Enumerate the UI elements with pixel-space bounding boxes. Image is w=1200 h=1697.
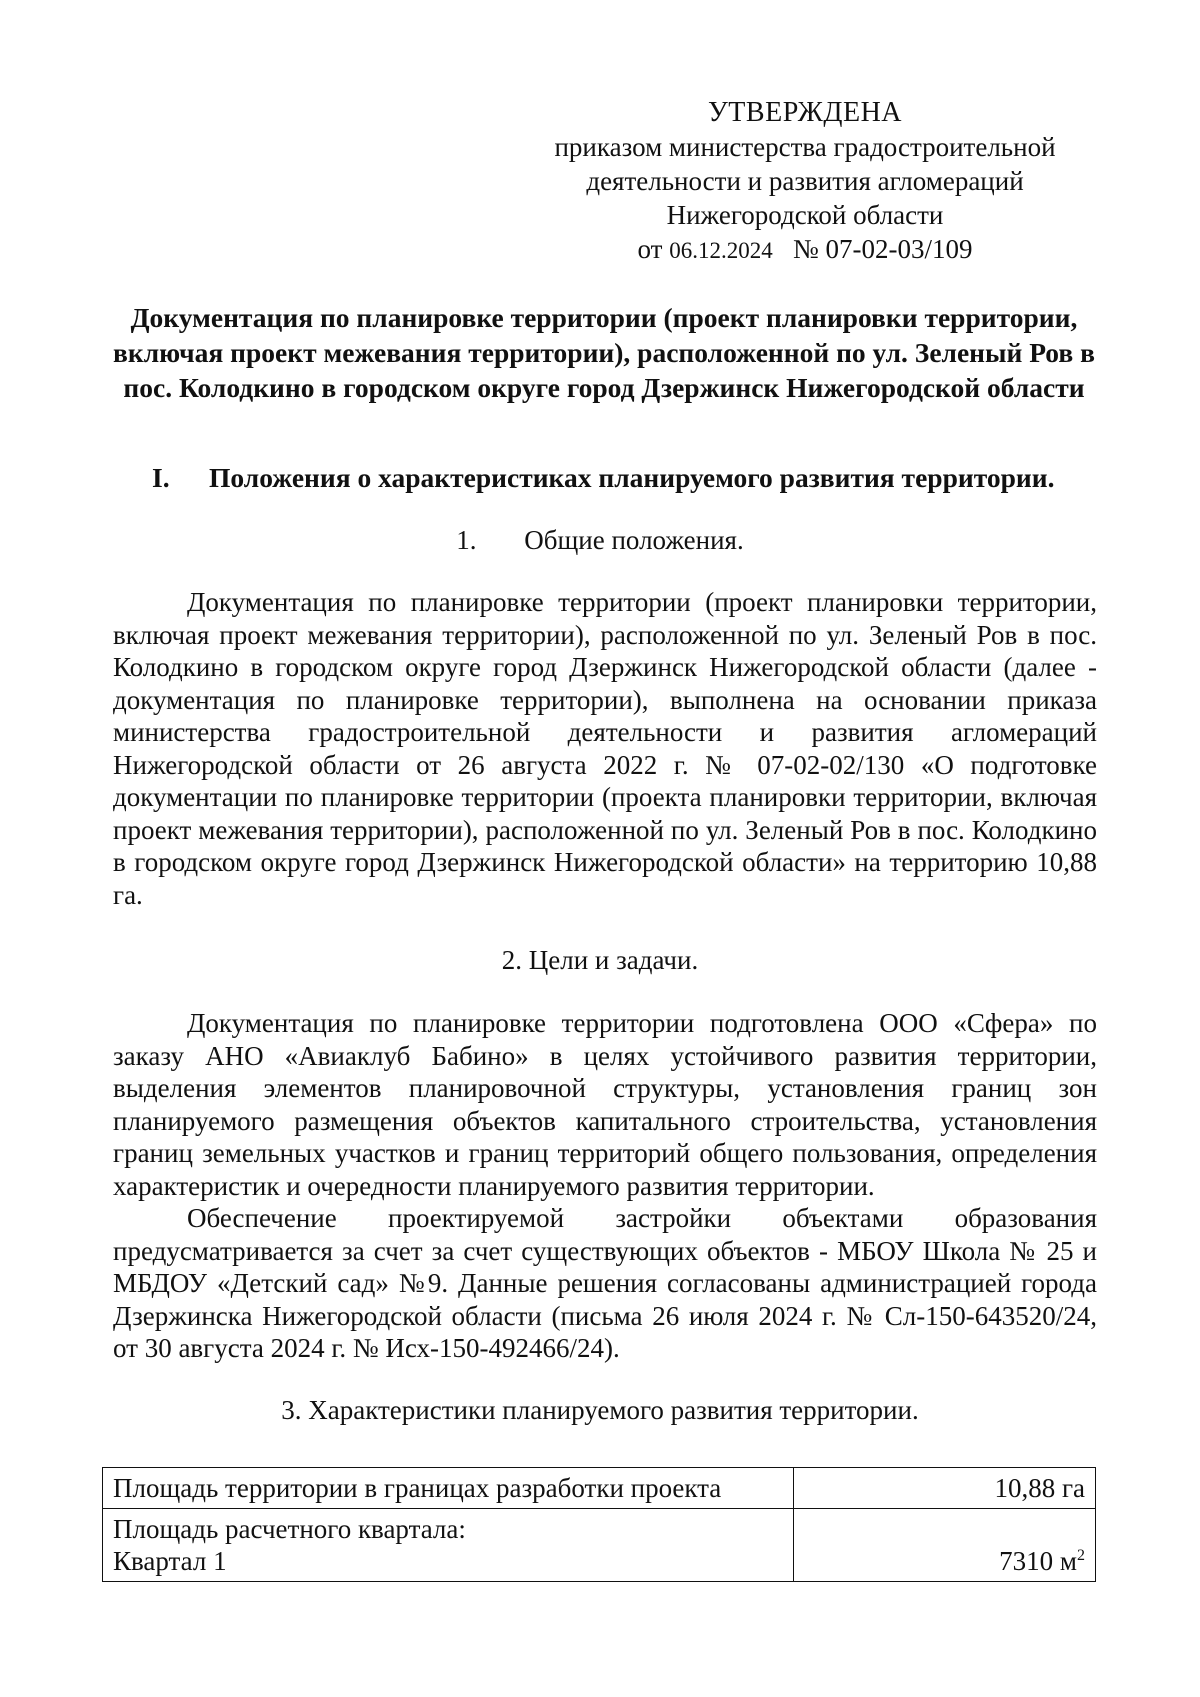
subsection-general-text: Общие положения. (524, 525, 744, 555)
approval-date-prefix: от (637, 234, 663, 264)
paragraph-education: Обеспечение проектируемой застройки объектами образования предусматривается за счет за счет существующих объектов - МБОУ Школа № 25 и МБДОУ «Детский сад» №9. Данные решения согласованы администрацией города Дзержинска Нижегородской области (письма 26 июля 2024 г. № Сл-150-643520/24, от 30 августа 2024 г. № Исх-150-492466/24). (113, 1203, 1097, 1363)
paragraph-general: Документация по планировке территории (проект планировки территории, включая проект межевания территории), расположенной по ул. Зеленый Ров в пос. Колодкино в городском округе город Дзержинск Нижегородской области (далее - документация по планировке территории), выполнена на основании приказа министерства градостроительной деятельности и развития агломераций Нижегородской области от 26 августа 2022 г. № 07-02-02/130 «О подготовке документации по планировке территории (проекта планировки территории, включая проект межевания территории), расположенной по ул. Зеленый Ров в пос. Колодкино в городском округе город Дзержинск Нижегородской области» на территорию 10,88 га. (113, 587, 1097, 910)
table-cell-label-line: Площадь расчетного квартала: (113, 1514, 466, 1544)
section-number: I. (152, 462, 170, 493)
characteristics-table (102, 1467, 1096, 1582)
table-cell-label: Площадь территории в границах разработки проекта (103, 1468, 794, 1509)
subsection-characteristics-heading: 3. Характеристики планируемого развития территории. (281, 1395, 919, 1425)
table-cell-value: 10,88 га (794, 1468, 1096, 1509)
table-row (103, 1468, 1096, 1509)
subsection-goals-heading: 2. Цели и задачи. (501, 945, 699, 975)
table-row (103, 1509, 1096, 1582)
subsection-number: 1. (456, 525, 477, 555)
approval-date: 06.12.2024 (669, 238, 773, 263)
document-title: Документация по планировке территории (проект планировки территории, включая проект межевания территории), расположенной по ул. Зеленый Ров в пос. Колодкино в городском округе город Дзержинск Нижегородской области (113, 302, 1095, 403)
table-value-text: 7310 м (999, 1546, 1077, 1576)
approval-line-1: приказом министерства градостроительной (554, 132, 1056, 162)
subsection-general-heading (0, 523, 1200, 557)
section-heading (152, 461, 1092, 495)
table-cell-label-line: Квартал 1 (113, 1546, 227, 1576)
table-cell-value (794, 1509, 1096, 1582)
approval-date-line (540, 232, 1070, 268)
section-heading-text: Положения о характеристиках планируемого развития территории. (209, 462, 1055, 493)
table-value-superscript: 2 (1077, 1547, 1085, 1564)
approval-order-number: № 07-02-03/109 (792, 234, 973, 264)
table-cell-label (103, 1509, 794, 1582)
paragraph-goals: Документация по планировке территории подготовлена ООО «Сфера» по заказу АНО «Авиаклуб Бабино» в целях устойчивого развития территории, выделения элементов планировочной структуры, установления границ зон планируемого размещения объектов капитального строительства, установления границ земельных участков и границ территорий общего пользования, определения характеристик и очередности планируемого развития территории. (113, 1008, 1097, 1201)
approval-stamp-word: УТВЕРЖДЕНА (707, 97, 903, 128)
approval-line-3: Нижегородской области (666, 200, 944, 230)
approval-line-2: деятельности и развития агломераций (586, 166, 1024, 196)
approval-stamp (540, 96, 1070, 268)
